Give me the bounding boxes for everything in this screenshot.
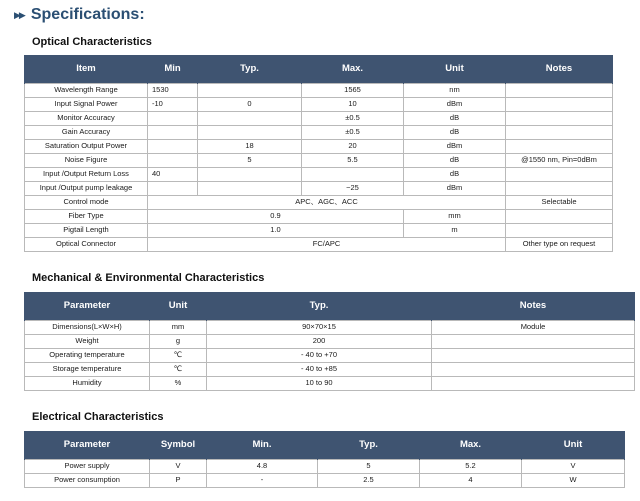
electrical-header: Typ. <box>318 431 420 459</box>
electrical-section-title: Electrical Characteristics <box>32 411 164 423</box>
table-cell: Operating temperature <box>25 348 150 362</box>
table-row <box>25 195 613 209</box>
table-row <box>25 209 613 223</box>
table-cell: mm <box>404 209 506 223</box>
table-cell: Fiber Type <box>25 209 148 223</box>
table-cell: dB <box>404 125 506 139</box>
table-row <box>25 111 613 125</box>
electrical-header: Min. <box>207 431 318 459</box>
table-cell: Pigtail Length <box>25 223 148 237</box>
table-cell: Input /Output pump leakage <box>25 181 148 195</box>
table-cell: Monitor Accuracy <box>25 111 148 125</box>
table-cell <box>148 153 198 167</box>
table-row <box>25 362 635 376</box>
table-row <box>25 320 635 334</box>
table-cell: 10 to 90 <box>207 376 432 390</box>
table-row <box>25 376 635 390</box>
table-cell: 1530 <box>148 83 198 97</box>
table-cell: Wavelength Range <box>25 83 148 97</box>
table-cell: g <box>150 334 207 348</box>
table-cell: V <box>522 459 625 473</box>
table-cell <box>432 334 635 348</box>
table-cell: −25 <box>302 181 404 195</box>
table-cell <box>432 376 635 390</box>
optical-table <box>24 55 613 252</box>
table-cell <box>198 125 302 139</box>
table-row <box>25 167 613 181</box>
table-cell <box>506 139 613 153</box>
mechanical-header: Typ. <box>207 292 432 320</box>
table-cell: Noise Figure <box>25 153 148 167</box>
table-cell: Control mode <box>25 195 148 209</box>
table-cell <box>148 125 198 139</box>
optical-header-row <box>25 55 613 83</box>
table-cell: - 40 to +85 <box>207 362 432 376</box>
table-cell: V <box>150 459 207 473</box>
double-arrow-icon: ▶▶ <box>14 9 24 20</box>
table-cell <box>198 83 302 97</box>
table-cell: dB <box>404 111 506 125</box>
table-cell: 5.5 <box>302 153 404 167</box>
table-cell: Selectable <box>506 195 613 209</box>
optical-section-title: Optical Characteristics <box>32 36 152 48</box>
table-cell: 2.5 <box>318 473 420 487</box>
electrical-header: Unit <box>522 431 625 459</box>
table-cell: 20 <box>302 139 404 153</box>
mechanical-header-row <box>25 292 635 320</box>
table-cell: Optical Connector <box>25 237 148 251</box>
table-cell: dB <box>404 167 506 181</box>
table-cell: 40 <box>148 167 198 181</box>
page-title-text: Specifications: <box>30 6 145 23</box>
electrical-header: Symbol <box>150 431 207 459</box>
table-cell <box>506 181 613 195</box>
mechanical-header: Notes <box>432 292 635 320</box>
table-cell: 10 <box>302 97 404 111</box>
table-cell: Other type on request <box>506 237 613 251</box>
table-row <box>25 153 613 167</box>
table-cell: nm <box>404 83 506 97</box>
table-cell: Dimensions(L×W×H) <box>25 320 150 334</box>
mechanical-section-title: Mechanical & Environmental Characteristics <box>32 272 265 284</box>
page-title <box>14 6 145 24</box>
table-cell: dBm <box>404 139 506 153</box>
table-cell: APC、AGC、ACC <box>148 195 506 209</box>
table-cell: 5 <box>198 153 302 167</box>
table-cell <box>506 209 613 223</box>
table-cell: @1550 nm, Pin=0dBm <box>506 153 613 167</box>
electrical-header-row <box>25 431 625 459</box>
table-cell: 18 <box>198 139 302 153</box>
mechanical-header: Parameter <box>25 292 150 320</box>
electrical-header: Max. <box>420 431 522 459</box>
optical-header: Max. <box>302 55 404 83</box>
table-cell: ±0.5 <box>302 111 404 125</box>
table-row <box>25 334 635 348</box>
table-cell: -10 <box>148 97 198 111</box>
table-cell: dBm <box>404 181 506 195</box>
table-cell: ℃ <box>150 362 207 376</box>
table-cell: Input Signal Power <box>25 97 148 111</box>
table-row <box>25 83 613 97</box>
table-cell: Storage temperature <box>25 362 150 376</box>
table-row <box>25 473 625 487</box>
table-cell <box>148 111 198 125</box>
table-row <box>25 181 613 195</box>
table-row <box>25 139 613 153</box>
electrical-header: Parameter <box>25 431 150 459</box>
table-row <box>25 125 613 139</box>
table-cell: 1.0 <box>148 223 404 237</box>
table-cell <box>432 348 635 362</box>
table-cell: FC/APC <box>148 237 506 251</box>
table-cell: Input /Output Return Loss <box>25 167 148 181</box>
table-cell: ±0.5 <box>302 125 404 139</box>
table-cell <box>506 167 613 181</box>
table-row <box>25 348 635 362</box>
table-cell <box>506 223 613 237</box>
table-cell: 5.2 <box>420 459 522 473</box>
table-cell: Power consumption <box>25 473 150 487</box>
table-cell: W <box>522 473 625 487</box>
table-cell <box>198 167 302 181</box>
table-cell <box>198 111 302 125</box>
table-cell <box>148 139 198 153</box>
table-cell <box>506 83 613 97</box>
optical-header: Typ. <box>198 55 302 83</box>
table-row <box>25 223 613 237</box>
table-cell: Weight <box>25 334 150 348</box>
mechanical-header: Unit <box>150 292 207 320</box>
table-cell: ℃ <box>150 348 207 362</box>
table-cell: 4.8 <box>207 459 318 473</box>
table-row <box>25 97 613 111</box>
mechanical-table <box>24 292 635 391</box>
table-cell: 200 <box>207 334 432 348</box>
table-cell <box>506 97 613 111</box>
electrical-table <box>24 431 625 488</box>
table-cell: 4 <box>420 473 522 487</box>
table-cell: dB <box>404 153 506 167</box>
table-cell: - <box>207 473 318 487</box>
optical-header: Notes <box>506 55 613 83</box>
table-cell <box>506 111 613 125</box>
table-cell: Power supply <box>25 459 150 473</box>
optical-header: Item <box>25 55 148 83</box>
table-cell: m <box>404 223 506 237</box>
table-cell: Saturation Output Power <box>25 139 148 153</box>
table-cell: 0 <box>198 97 302 111</box>
table-cell: P <box>150 473 207 487</box>
table-cell <box>198 181 302 195</box>
table-cell: - 40 to +70 <box>207 348 432 362</box>
table-cell <box>148 181 198 195</box>
table-cell: 5 <box>318 459 420 473</box>
table-cell: 90×70×15 <box>207 320 432 334</box>
table-cell: Humidity <box>25 376 150 390</box>
table-cell <box>506 125 613 139</box>
table-row <box>25 237 613 251</box>
table-cell: % <box>150 376 207 390</box>
table-cell: mm <box>150 320 207 334</box>
table-cell: 0.9 <box>148 209 404 223</box>
table-cell: Gain Accuracy <box>25 125 148 139</box>
table-cell <box>302 167 404 181</box>
optical-header: Min <box>148 55 198 83</box>
table-cell: Module <box>432 320 635 334</box>
optical-header: Unit <box>404 55 506 83</box>
table-cell: 1565 <box>302 83 404 97</box>
table-cell <box>432 362 635 376</box>
table-cell: dBm <box>404 97 506 111</box>
table-row <box>25 459 625 473</box>
